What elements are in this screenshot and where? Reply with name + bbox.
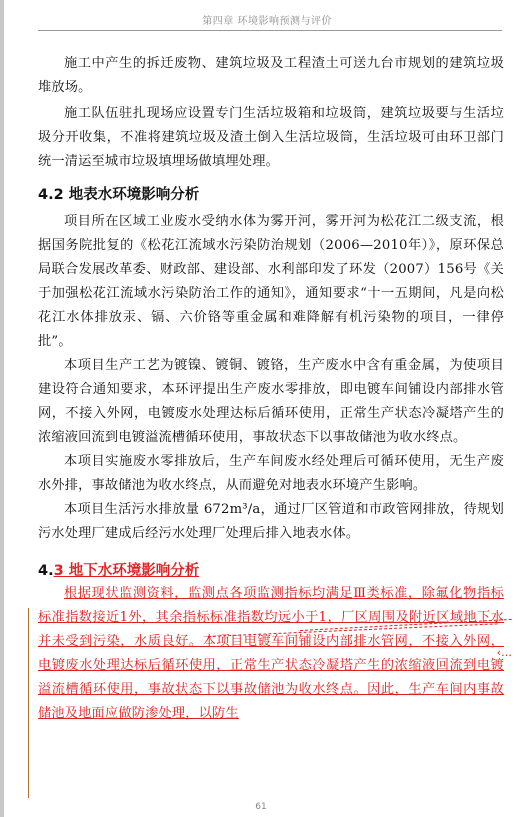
paragraph-surface-water-1: 项目所在区域工业废水受纳水体为雾开河，雾开河为松花江二级支流，根据国务院批复的《松花江流域水污染防治规划（2006—2010年）》，原环保总局联合发展改革委、财政部、建设部、水利部印发了环发（2007）156号《关于加强松花江流域水污染防治工作的通知》，通知要求“十一五期间，凡是向松花江水体排放汞、镉、六价铬等重金属和难降解有机污染物的项目，一律停批”。	[38, 214, 504, 349]
change-bar	[28, 608, 29, 798]
document-body[interactable]	[38, 52, 504, 726]
header-title: 第四章 环境影响预测与评价	[202, 16, 332, 27]
page-header	[38, 10, 502, 31]
paragraph-surface-water-3: 本项目实施废水零排放后，生产车间废水经处理后可循环使用，无生产废水外排，事故储池为收水终点，从而避免对地表水环境产生影响。	[38, 454, 504, 493]
section-heading-surface-water: 4.2 地表水环境影响分析	[38, 187, 200, 203]
section-heading-groundwater[interactable]	[38, 560, 504, 582]
paragraph-domestic-waste: 施工队伍驻扎现场应设置专门生活垃圾箱和垃圾筒，建筑垃圾要与生活垃圾分开收集，不准将建筑垃圾及渣土倒入生活垃圾筒，生活垃圾可由环卫部门统一清运至城市垃圾填埋场做填埋处理。	[38, 106, 504, 169]
paragraph-surface-water-4: 本项目生活污水排放量 672m³/a，通过厂区管道和市政管网排放，待规划污水处理厂建成后经污水处理厂处理后排入地表水体。	[38, 502, 504, 541]
page-edge-shadow	[0, 0, 4, 817]
page-footer	[0, 802, 522, 812]
page-number: 61	[255, 802, 267, 812]
paragraph-construction-waste: 施工中产生的拆迁废物、建筑垃圾及工程渣土可送九台市规划的建筑垃圾堆放场。	[38, 56, 504, 95]
paragraph-surface-water-2: 本项目生产工艺为镀镍、镀铜、镀铬，生产废水中含有重金属，为使项目建设符合通知要求，本环评提出生产废水零排放，即电镀车间铺设内部排水管网，不接入外网，电镀废水处理达标后循环使用，正常生产状态冷凝塔产生的浓缩液回流到电镀溢流槽循环使用，事故状态下以事故储池为收水终点。	[38, 358, 504, 445]
section-number: 4.	[38, 563, 54, 579]
comment-balloon-arrow-icon[interactable]: ‹…	[496, 646, 512, 659]
tracked-insert-paragraph-groundwater[interactable]: 根据现状监测资料，监测点各项监测指标均满足Ⅲ类标准，除氟化物指标标准指数接近1外，其余指标标准指数均远小于1，厂区周围及附近区域地下水并未受到污染，水质良好。本项目电镀车间铺设内部排水管网，不接入外网，电镀废水处理达标后循环使用，正常生产状态冷凝塔产生的浓缩液回流到电镀溢流槽循环使用，事故状态下以事故储池为收水终点。因此，生产车间内事故储池及地面应做防渗处理，以防生	[38, 586, 504, 721]
tracked-insert-title[interactable]: 3 地下水环境影响分析	[53, 563, 200, 579]
